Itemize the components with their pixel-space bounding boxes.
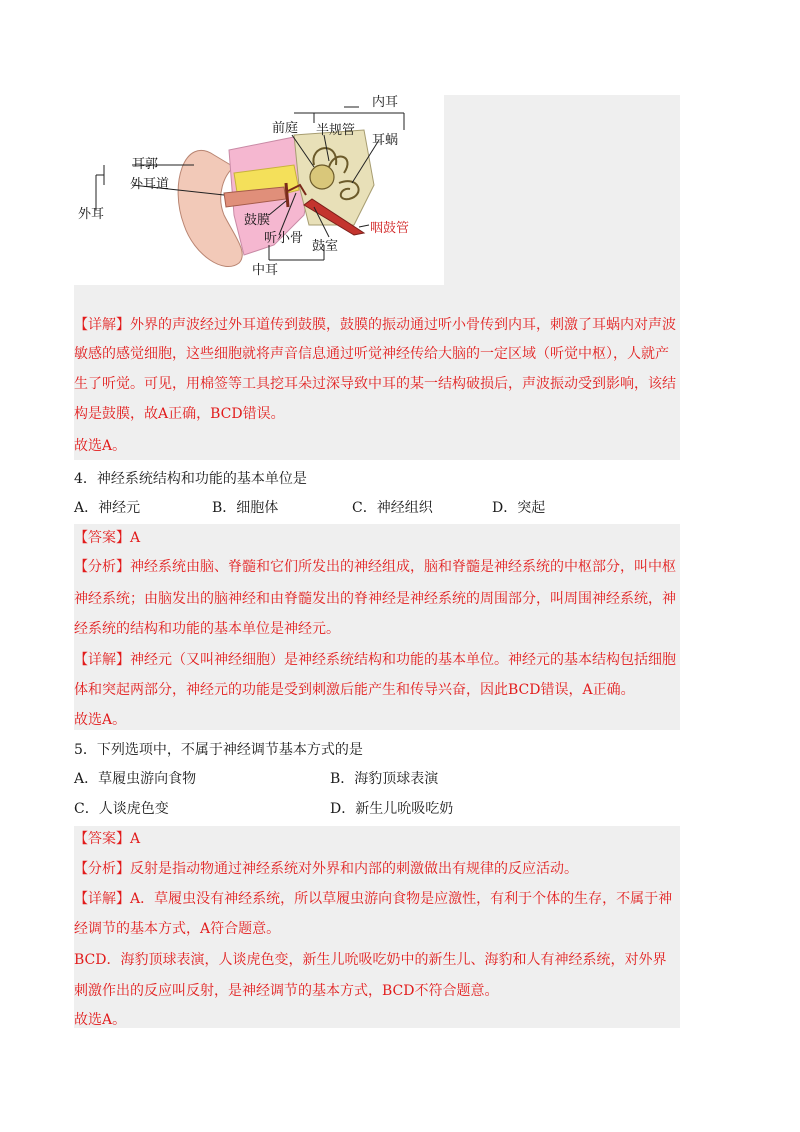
q5-detail-line-4: 刺激作出的反应叫反射，是神经调节的基本方式，BCD不符合题意。	[74, 983, 499, 999]
label-auricle: 耳郭	[132, 157, 159, 172]
q5-detail-line-1: 【详解】A．草履虫没有神经系统，所以草履虫游向食物是应激性，有利于个体的生存，不属于神	[74, 891, 673, 907]
q4-option-c: C．神经组织	[352, 500, 433, 516]
q4-detail-line-1: 【详解】神经元（又叫神经细胞）是神经系统结构和功能的基本单位。神经元的基本结构包括细胞	[74, 652, 676, 668]
q5-option-d: D．新生儿吮吸吃奶	[330, 801, 454, 817]
q4-analysis-line-3: 经系统的结构和功能的基本单位是神经元。	[74, 621, 340, 637]
q4-stem: 4．神经系统结构和功能的基本单位是	[74, 471, 307, 487]
q4-option-b: B．细胞体	[212, 500, 279, 516]
q3-conclusion: 故选A。	[74, 438, 127, 454]
q3-detail-line-2: 敏感的感觉细胞，这些细胞就将声音信息通过听觉神经传给大脑的一定区域（听觉中枢），人就产	[74, 346, 669, 362]
label-vestibule: 前庭	[272, 121, 299, 136]
q4-answer: 【答案】A	[74, 530, 141, 546]
q4-conclusion: 故选A。	[74, 712, 127, 728]
q5-detail-line-2: 经调节的基本方式，A符合题意。	[74, 921, 281, 937]
label-ossicles: 听小骨	[264, 231, 304, 246]
label-cochlea: 耳蜗	[372, 133, 399, 148]
q4-option-d: D．突起	[492, 500, 546, 516]
label-eustachian-tube: 咽鼓管	[370, 221, 410, 236]
label-inner-ear: 内耳	[372, 95, 399, 110]
q4-detail-line-2: 体和突起两部分，神经元的功能是受到刺激后能产生和传导兴奋，因此BCD错误，A正确。	[74, 682, 635, 698]
label-middle-ear: 中耳	[252, 263, 279, 278]
q4-analysis-line-1: 【分析】神经系统由脑、脊髓和它们所发出的神经组成，脑和脊髓是神经系统的中枢部分，叫中枢	[74, 559, 676, 575]
q3-detail-line-1: 【详解】外界的声波经过外耳道传到鼓膜，鼓膜的振动通过听小骨传到内耳，刺激了耳蜗内对声波	[74, 317, 676, 333]
detail-tag: 【详解】	[74, 317, 130, 333]
label-tympanic-cavity: 鼓室	[312, 239, 339, 254]
label-outer-ear: 外耳	[78, 207, 105, 222]
label-ear-canal: 外耳道	[130, 177, 170, 192]
q5-conclusion: 故选A。	[74, 1012, 127, 1028]
label-eardrum: 鼓膜	[244, 213, 271, 228]
ear-anatomy-diagram	[74, 95, 444, 285]
q5-stem: 5．下列选项中，不属于神经调节基本方式的是	[74, 742, 363, 758]
q5-option-c: C．人谈虎色变	[74, 801, 169, 817]
q5-option-b: B．海豹顶球表演	[330, 771, 439, 787]
q4-analysis-line-2: 神经系统；由脑发出的脑神经和由脊髓发出的脊神经是神经系统的周围部分，叫周围神经系统，神	[74, 591, 676, 607]
q5-analysis: 【分析】反射是指动物通过神经系统对外界和内部的刺激做出有规律的反应活动。	[74, 861, 578, 877]
q5-option-a: A．草履虫游向食物	[74, 771, 197, 787]
q4-option-a: A．神经元	[74, 500, 141, 516]
q5-answer: 【答案】A	[74, 831, 141, 847]
q3-detail-line-3: 生了听觉。可见，用棉签等工具挖耳朵过深导致中耳的某一结构破损后，声波振动受到影响，该结	[74, 376, 676, 392]
q3-detail-line-4: 构是鼓膜，故A正确，BCD错误。	[74, 406, 285, 422]
q5-detail-line-3: BCD．海豹顶球表演，人谈虎色变，新生儿吮吸吃奶中的新生儿、海豹和人有神经系统，对外界	[74, 952, 667, 968]
label-semicircular-canals: 半规管	[316, 123, 356, 138]
